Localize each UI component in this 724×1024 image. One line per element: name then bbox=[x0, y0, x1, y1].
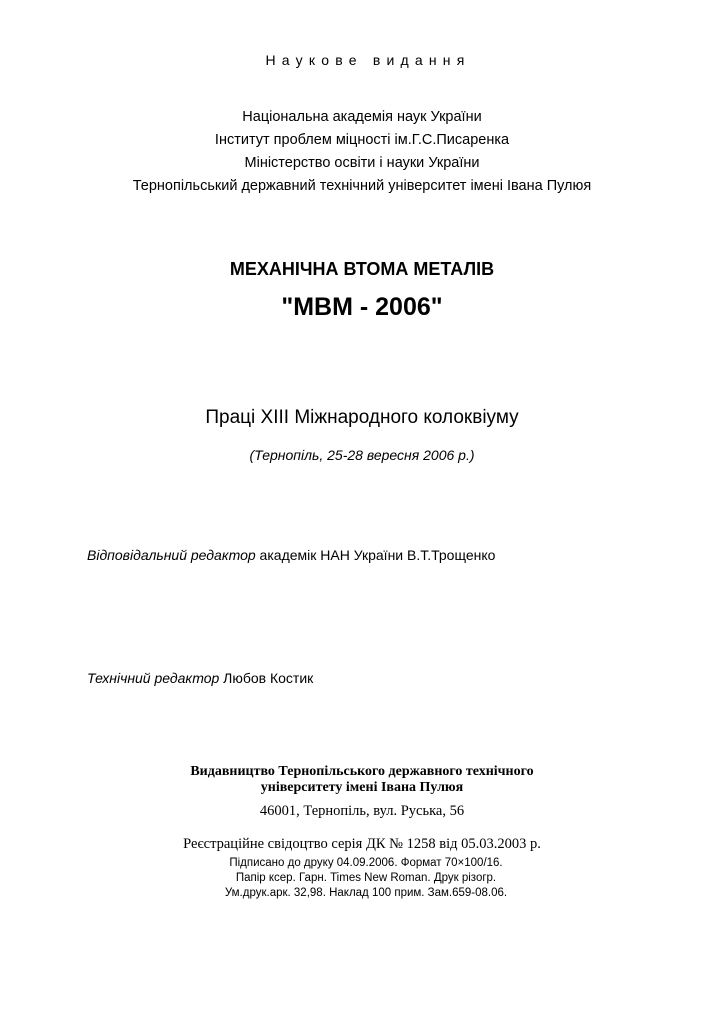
publisher-name-line1: Видавництво Тернопільського державного технічного bbox=[190, 764, 534, 779]
edition-type: Наукове видання bbox=[265, 52, 471, 68]
imprint-block bbox=[0, 856, 724, 901]
technical-editor bbox=[87, 670, 313, 686]
imprint-line: Підписано до друку 04.09.2006. Формат 70×100/16. bbox=[229, 857, 503, 869]
technical-editor-name: Любов Костик bbox=[219, 670, 314, 686]
proceedings-title: Праці XIII Міжнародного колоквіуму bbox=[205, 407, 519, 428]
responsible-editor-name: академік НАН України В.Т.Трощенко bbox=[255, 547, 496, 563]
organization-line: Національна академія наук України bbox=[242, 109, 482, 125]
document-title: МЕХАНІЧНА ВТОМА МЕТАЛІВ bbox=[229, 259, 495, 279]
imprint-line: Ум.друк.арк. 32,98. Наклад 100 прим. Зам.659-08.06. bbox=[224, 887, 508, 899]
imprint-line: Папір ксер. Гарн. Times New Roman. Друк різогр. bbox=[235, 872, 497, 884]
registration-certificate: Реєстраційне свідоцтво серія ДК № 1258 від 05.03.2003 р. bbox=[183, 836, 541, 852]
organization-line: Інститут проблем міцності ім.Г.С.Писаренка bbox=[214, 132, 510, 148]
organizations-block bbox=[0, 106, 724, 198]
organization-line: Тернопільський державний технічний університет імені Івана Пулюя bbox=[132, 178, 592, 194]
responsible-editor bbox=[87, 547, 495, 563]
organization-line: Міністерство освіти і науки України bbox=[244, 155, 480, 171]
technical-editor-role: Технічний редактор bbox=[87, 670, 220, 686]
colloquium-code: "МВМ - 2006" bbox=[281, 293, 443, 321]
responsible-editor-role: Відповідальний редактор bbox=[87, 547, 256, 563]
publisher-name bbox=[0, 764, 724, 796]
publisher-name-line2: університету імені Івана Пулюя bbox=[260, 780, 464, 795]
publisher-address: 46001, Тернопіль, вул. Руська, 56 bbox=[259, 803, 465, 819]
place-and-date: (Тернопіль, 25-28 вересня 2006 р.) bbox=[249, 447, 475, 463]
